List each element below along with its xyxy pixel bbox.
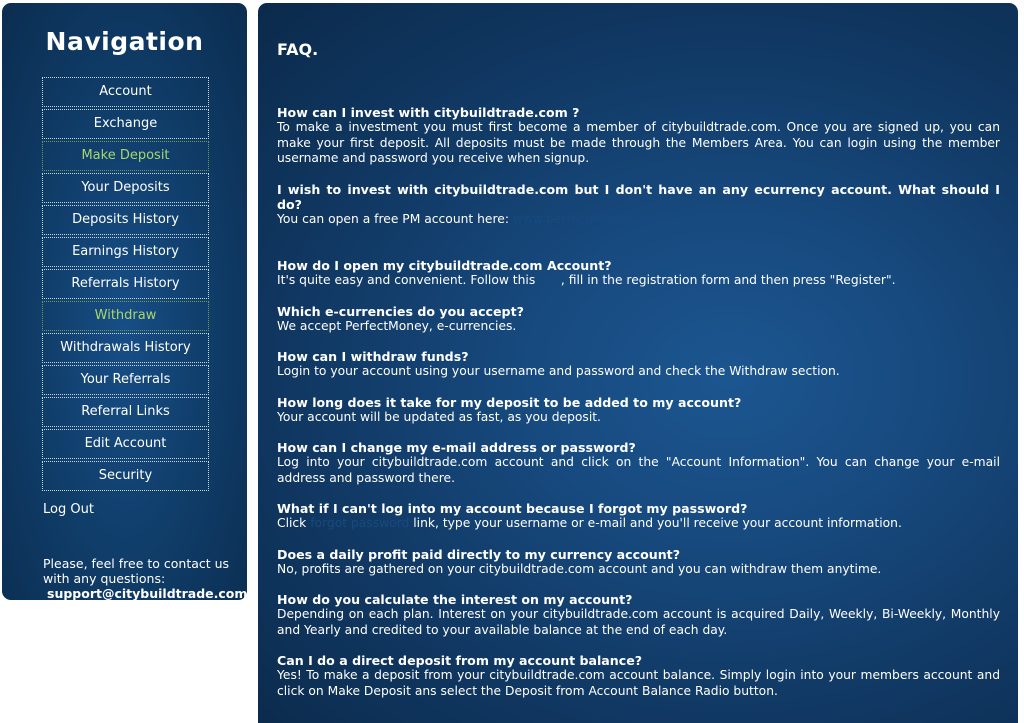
- faq-answer: Login to your account using your username and password and check the Withdraw section.: [277, 364, 840, 378]
- nav-item-withdrawals-history[interactable]: Withdrawals History: [42, 333, 209, 363]
- nav-item-withdraw[interactable]: Withdraw: [42, 301, 209, 331]
- faq-question: How do you calculate the interest on my account?: [277, 592, 633, 607]
- faq-answer: Log into your citybuildtrade.com account and click on the "Account Information". You can change your e-mail address and password there.: [277, 455, 1000, 485]
- nav-item-referral-links[interactable]: Referral Links: [42, 397, 209, 427]
- faq-answer-text: You can open a free PM account here:: [277, 211, 513, 226]
- perfectmoney-link[interactable]: www.perfectmoney.com: [512, 211, 661, 226]
- sidebar: [2, 3, 247, 600]
- faq-answer: Depending on each plan. Interest on your citybuildtrade.com account is acquired Daily, Weekly, Bi-Weekly, Monthly and Yearly and credited to your available balance at the end of each day.: [277, 607, 1000, 637]
- nav-item-deposits-history[interactable]: Deposits History: [42, 205, 209, 235]
- contact-text: Please, feel free to contact us with any questions:: [43, 556, 230, 586]
- faq-answer: [277, 516, 1000, 532]
- faq-answer: Yes! To make a deposit from your citybuildtrade.com account balance. Simply login into your members account and click on Make Deposit ans select the Deposit from Account Balance Radio button.: [277, 668, 1000, 698]
- page-title: FAQ.: [277, 40, 319, 59]
- faq-question: How can I withdraw funds?: [277, 349, 469, 364]
- faq-item: [277, 105, 1000, 167]
- faq-answer: We accept PerfectMoney, e-currencies.: [277, 318, 517, 333]
- nav-list: [42, 77, 210, 493]
- faq-answer: Your account will be updated as fast, as you deposit.: [277, 409, 601, 424]
- nav-item-edit-account[interactable]: Edit Account: [42, 429, 209, 459]
- faq-answer: No, profits are gathered on your citybuildtrade.com account and you can withdraw them anytime.: [277, 561, 882, 576]
- nav-item-make-deposit[interactable]: Make Deposit: [42, 141, 209, 171]
- contact-info: [43, 556, 248, 601]
- faq-item: [277, 592, 1000, 638]
- faq-item: [277, 501, 1000, 532]
- faq-answer-text: Click: [277, 516, 311, 530]
- faq-question: What if I can't log into my account because I forgot my password?: [277, 501, 748, 516]
- faq-answer-text: , fill in the registration form and then press "Register".: [560, 273, 896, 287]
- faq-item: [277, 440, 1000, 486]
- faq-item: [277, 653, 1000, 699]
- faq-question: Which e-currencies do you accept?: [277, 303, 524, 319]
- faq-question: How can I invest with citybuildtrade.com ?: [277, 105, 580, 120]
- faq-item: [277, 304, 1000, 335]
- faq-question: How long does it take for my deposit to be added to my account?: [277, 394, 742, 410]
- faq-item: [277, 349, 1000, 380]
- nav-item-your-deposits[interactable]: Your Deposits: [42, 173, 209, 203]
- nav-item-earnings-history[interactable]: Earnings History: [42, 237, 209, 267]
- navigation-title: Navigation: [45, 27, 204, 56]
- nav-item-referrals-history[interactable]: Referrals History: [42, 269, 209, 299]
- faq-question: Does a daily profit paid directly to my currency account?: [277, 546, 681, 562]
- nav-item-security[interactable]: Security: [42, 461, 209, 491]
- logout-link[interactable]: Log Out: [43, 502, 94, 517]
- main-content: [258, 3, 1018, 723]
- faq-item: [277, 547, 1000, 578]
- faq-answer: To make a investment you must first become a member of citybuildtrade.com. Once you are signed up, you can make your first deposit. All deposits must be made through the Members Area. You can login using the member username and password you receive when signup.: [277, 120, 1000, 165]
- forgot-password-link[interactable]: forgot password: [310, 516, 410, 530]
- faq-question: Can I do a direct deposit from my account balance?: [277, 653, 643, 668]
- faq-question: How do I open my citybuildtrade.com Account?: [277, 258, 612, 273]
- faq-answer: [277, 212, 1000, 228]
- nav-item-your-referrals[interactable]: Your Referrals: [42, 365, 209, 395]
- faq-item: [277, 258, 1000, 289]
- support-email-link[interactable]: support@citybuildtrade.com: [47, 586, 248, 601]
- faq-list: [277, 105, 1000, 714]
- faq-answer-text: link, type your username or e-mail and you'll receive your account information.: [409, 516, 902, 530]
- faq-answer: [277, 273, 1000, 289]
- faq-answer-text: It's quite easy and convenient. Follow this: [277, 273, 540, 287]
- nav-item-account[interactable]: Account: [42, 77, 209, 107]
- faq-question: How can I change my e-mail address or password?: [277, 440, 636, 455]
- nav-item-exchange[interactable]: Exchange: [42, 109, 209, 139]
- faq-question: I wish to invest with citybuildtrade.com but I don't have an any ecurrency account. What should I do?: [277, 181, 1000, 212]
- faq-item: [277, 395, 1000, 426]
- faq-item: [277, 182, 1000, 228]
- registration-link[interactable]: link: [539, 273, 561, 287]
